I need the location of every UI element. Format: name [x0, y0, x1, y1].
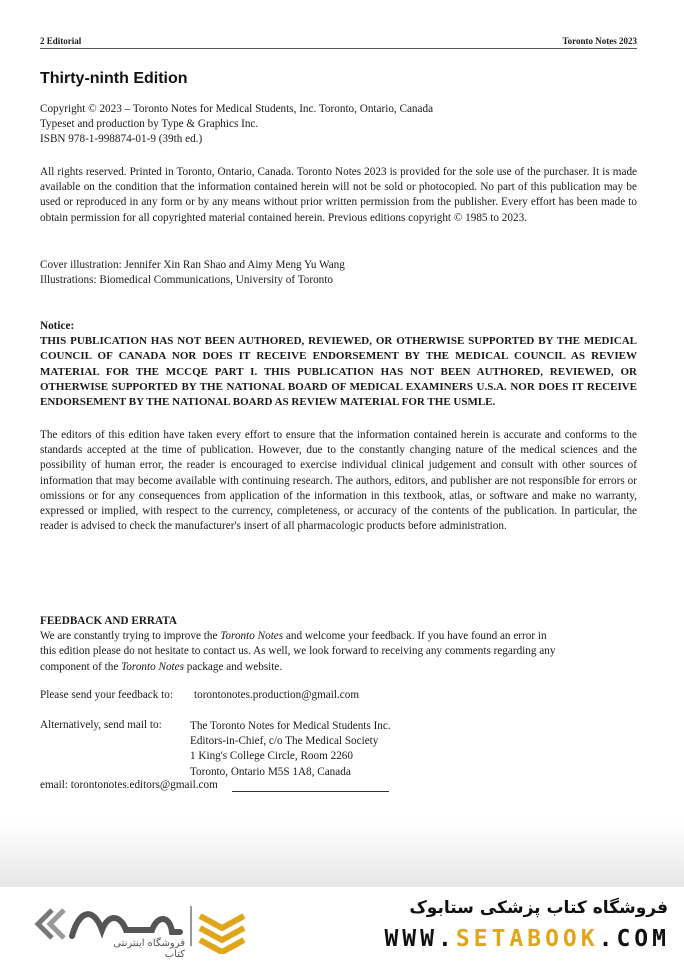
address-line: Editors-in-Chief, c/o The Medical Society — [190, 735, 379, 748]
book-title-ref: Toronto Notes — [121, 660, 184, 673]
isbn-line: ISBN 978-1-998874-01-9 (39th ed.) — [40, 133, 203, 146]
running-header-right: Toronto Notes 2023 — [562, 36, 637, 46]
credits-block — [40, 258, 637, 288]
feedback-line-1: We are constantly trying to improve the Toronto Notes and welcome your feedback. If you have found an error in — [40, 630, 547, 643]
notice-block — [40, 319, 637, 410]
rights-block — [40, 165, 637, 226]
illustration-credit: Illustrations: Biomedical Communications, University of Toronto — [40, 274, 333, 287]
logo-tagline: فروشگاه اینترنتی کتاب — [113, 938, 185, 960]
feedback-email-link[interactable]: torontonotes.production@gmail.com — [194, 689, 360, 701]
copyright-block — [40, 102, 637, 148]
notice-body: THIS PUBLICATION HAS NOT BEEN AUTHORED, REVIEWED, OR OTHERWISE SUPPORTED BY THE MEDICAL COUNCIL OF CANADA NOR DOES IT RECEIVE ENDORSEMENT BY THE MEDICAL COUNCIL AS REVIEW MATERIAL FOR THE MCCQE PART I. THIS PUBLICATION HAS NOT BEEN AUTHORED, REVIEWED, OR OTHERWISE SUPPORTED BY THE NATIONAL BOARD OF MEDICAL EXAMINERS U.S.A. NOR DOES IT RECEIVE ENDORSEMENT BY THE NATIONAL BOARD AS REVIEW MATERIAL FOR THE USMLE. — [40, 335, 637, 409]
page-title: Thirty-ninth Edition — [40, 70, 188, 87]
feedback-line-3: component of the Toronto Notes package and website. — [40, 660, 283, 673]
cover-credit: Cover illustration: Jennifer Xin Ran Shao and Aimy Meng Yu Wang — [40, 259, 345, 271]
logo-chevrons-icon — [38, 910, 64, 938]
book-title-ref: Toronto Notes — [220, 630, 284, 643]
address-line: Toronto, Ontario M5S 1A8, Canada — [190, 765, 351, 778]
typeset-line: Typeset and production by Type & Graphics Inc. — [40, 118, 259, 131]
editors-paragraph: The editors of this edition have taken every effort to ensure that the information contained herein is accurate and conforms to the standards accepted at the time of publication. However, due to the constantly changing nature of the medical sciences and the possibility of human error, the reader is encouraged to exercise individual clinical judgement and consult with other sources of information that may become available with continuing research. The authors, editors, and publisher are not responsible for errors or omissions or for any consequences from application of the information in this textbook, atlas, or software and make no warranty, expressed or implied, with respect to the currency, completeness, or accuracy of the contents of the publication. In particular, the reader is advised to check the manufacturer's insert of all pharmacologic products before administration. — [40, 429, 637, 533]
rights-paragraph: All rights reserved. Printed in Toronto, Ontario, Canada. Toronto Notes 2023 is provided for the sole use of the purchaser. It is made available on the condition that the information contained herein will not be sold or photocopied. No part of this publication may be used or reproduced in any form or by any means without prior written permission from the publisher. Every effort has been made to obtain permission for all copyrighted material contained herein. Previous editions copyright © 1985 to 2023. — [40, 166, 637, 224]
mail-label: Alternatively, send mail to: — [40, 719, 162, 731]
watermark-banner — [0, 887, 684, 961]
running-header-left: 2 Editorial — [40, 36, 82, 46]
address-line: 1 King's College Circle, Room 2260 — [190, 750, 353, 763]
feedback-heading: FEEDBACK AND ERRATA — [40, 615, 177, 627]
send-feedback-label: Please send your feedback to: — [40, 689, 173, 701]
copyright-line: Copyright © 2023 – Toronto Notes for Medical Students, Inc. Toronto, Ontario, Canada — [40, 103, 434, 115]
store-name: فروشگاه کتاب پزشکی ستابوک — [409, 898, 668, 918]
editors-email-link[interactable]: email: torontonotes.editors@gmail.com — [40, 779, 218, 791]
editors-block — [40, 428, 637, 534]
bottom-fade — [0, 820, 684, 890]
notice-label: Notice: — [40, 320, 75, 332]
header-rule — [40, 48, 637, 49]
feedback-block — [40, 614, 637, 675]
store-url-link[interactable]: WWW.SETABOOK.COM — [384, 926, 670, 952]
feedback-line-2: this edition please do not hesitate to contact us. As well, we look forward to receiving any comments regarding any — [40, 645, 556, 658]
logo-divider — [190, 906, 192, 946]
book-stack-icon — [200, 916, 244, 952]
logo-script-mark — [72, 914, 180, 936]
email-underline — [232, 791, 389, 792]
mailing-address — [190, 719, 391, 780]
address-line: The Toronto Notes for Medical Students Inc. — [190, 720, 391, 732]
